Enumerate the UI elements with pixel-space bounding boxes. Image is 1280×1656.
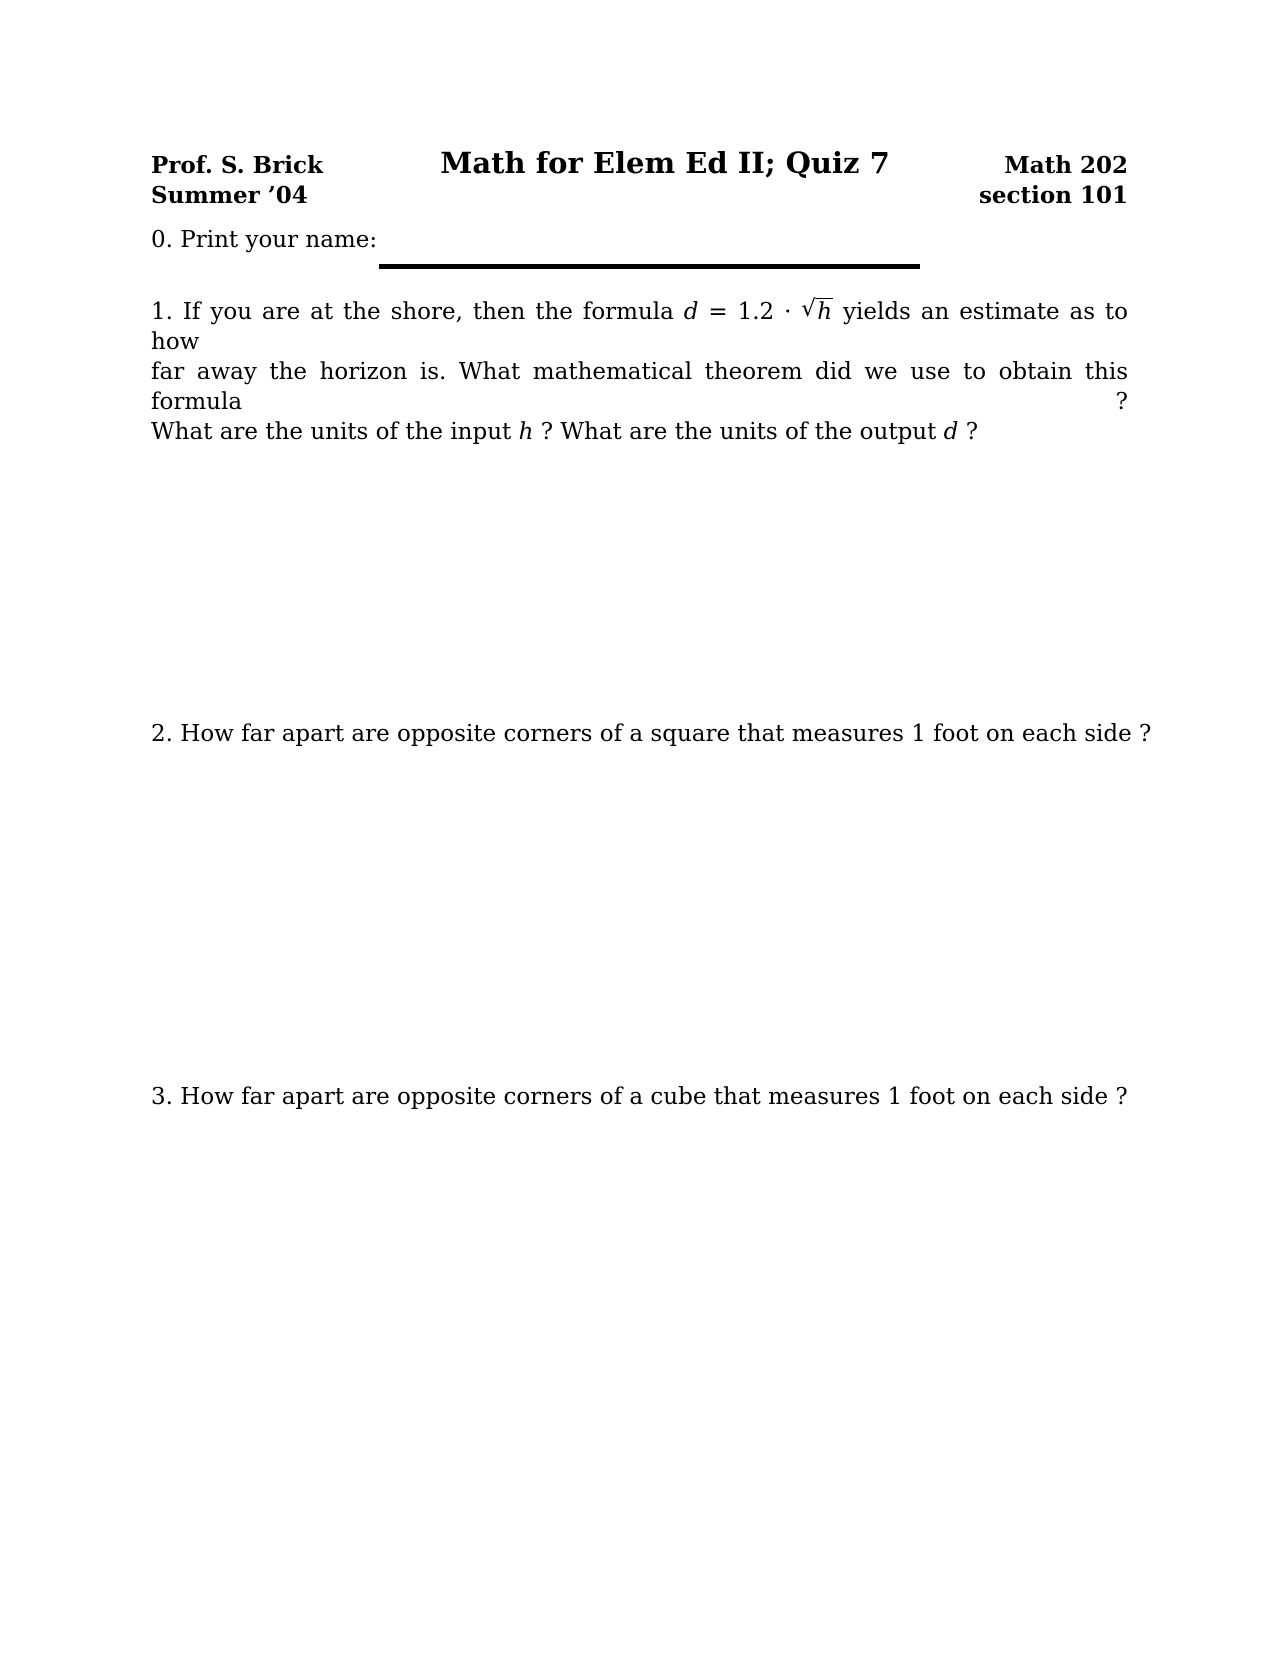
instructor-name: Prof. S. Brick bbox=[151, 152, 323, 179]
course-section: section 101 bbox=[978, 182, 1128, 209]
square-root bbox=[801, 297, 833, 327]
question-1-line-3: What are the units of the input h ? What are the units of the output d ? bbox=[151, 419, 979, 445]
question-3: 3. How far apart are opposite corners of a cube that measures 1 foot on each side ? bbox=[151, 1084, 1128, 1110]
radical-sign: √ bbox=[801, 296, 816, 322]
question-2: 2. How far apart are opposite corners of a square that measures 1 foot on each side ? bbox=[151, 721, 1152, 747]
header-right bbox=[979, 151, 1128, 211]
quiz-title: Math for Elem Ed II; Quiz 7 bbox=[440, 146, 890, 180]
question-1-line-1: 1. If you are at the shore, then the formula d = 1.2 · √ h yields an estimate as to how bbox=[151, 296, 1128, 355]
name-answer-line[interactable] bbox=[379, 264, 920, 269]
name-prompt: 0. Print your name: bbox=[151, 227, 378, 253]
question-1-line-2: far away the horizon is. What mathematical theorem did we use to obtain this formula ? bbox=[151, 359, 1128, 415]
variable-d: d bbox=[683, 299, 699, 325]
question-1 bbox=[151, 297, 1128, 447]
course-number: Math 202 bbox=[1004, 152, 1128, 179]
variable-h: h bbox=[817, 299, 833, 325]
term: Summer ’04 bbox=[151, 182, 308, 209]
